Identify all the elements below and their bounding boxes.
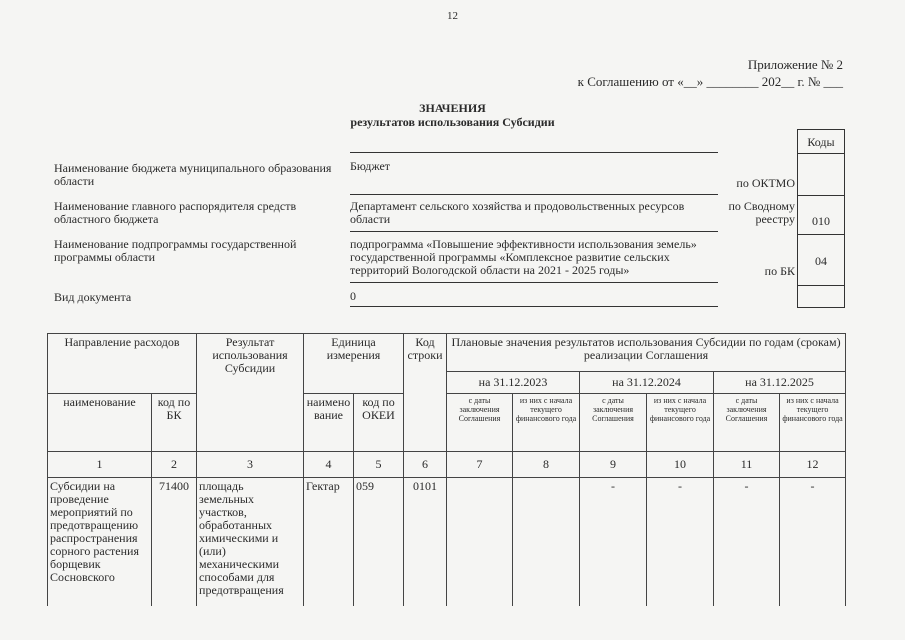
- col-number: 2: [152, 452, 197, 478]
- page-bottom: [0, 606, 905, 640]
- row-value-9: -: [580, 478, 647, 628]
- field-distributor-label: Наименование главного распорядителя средств областного бюджета: [54, 199, 297, 226]
- document-title: ЗНАЧЕНИЯ: [419, 101, 486, 115]
- header-year-2024: на 31.12.2024: [580, 372, 714, 394]
- header-year-2023: на 31.12.2023: [447, 372, 580, 394]
- col-number: 12: [780, 452, 846, 478]
- header-year-2025: на 31.12.2025: [714, 372, 846, 394]
- field-budget-label: Наименование бюджета муниципального образования области: [54, 161, 332, 188]
- col-number: 6: [404, 452, 447, 478]
- header-2023-from-date: с даты заключения Соглашения: [447, 394, 513, 452]
- row-result: площадь земельных участков, обработанных химическими и (или) механическими способами для предотвращения: [197, 478, 304, 628]
- header-name: наименование: [48, 394, 152, 452]
- header-2025-from-year: из них с начала текущего финансового года: [780, 394, 846, 452]
- annex-line-1: Приложение № 2: [747, 57, 843, 72]
- row-value-10: -: [647, 478, 714, 628]
- code-bk: 04: [815, 254, 827, 268]
- annex-header: [578, 56, 843, 90]
- field-bk-label: по БК: [764, 264, 795, 278]
- header-bk-code: код по БК: [152, 394, 197, 452]
- field-subprogram-label: Наименование подпрограммы государственной программы области: [54, 237, 297, 264]
- header-row-code: Код строки: [404, 334, 447, 452]
- row-value-12: -: [780, 478, 846, 628]
- header-result: Результат использования Субсидии: [197, 334, 304, 452]
- header-okei: код по ОКЕИ: [354, 394, 404, 452]
- header-2024-from-year: из них с начала текущего финансового года: [647, 394, 714, 452]
- header-unit: Единица измерения: [304, 334, 404, 394]
- codes-header: Коды: [807, 135, 835, 149]
- row-value-7: [447, 478, 513, 628]
- field-registry-label: по Сводному реестру: [728, 199, 795, 226]
- header-unit-name: наимено вание: [304, 394, 354, 452]
- row-okei: 059: [354, 478, 404, 628]
- col-number: 3: [197, 452, 304, 478]
- header-direction: Направление расходов: [48, 334, 197, 394]
- header-2023-from-year: из них с начала текущего финансового года: [513, 394, 580, 452]
- codes-box: [797, 129, 845, 308]
- table-row: [48, 478, 846, 628]
- field-subprogram-value: подпрограмма «Повышение эффективности использования земель» государственной программы «Комплексное развитие сельских территорий Вологодской области на 2021 - 2025 годы»: [350, 237, 697, 277]
- col-number: 5: [354, 452, 404, 478]
- row-bk-code: 71400: [152, 478, 197, 628]
- col-number: 9: [580, 452, 647, 478]
- col-number: 8: [513, 452, 580, 478]
- row-value-11: -: [714, 478, 780, 628]
- field-oktmo-label: по ОКТМО: [736, 176, 795, 190]
- field-distributor-value: Департамент сельского хозяйства и продовольственных ресурсов области: [350, 199, 685, 226]
- field-budget-value: Бюджет: [350, 159, 391, 173]
- field-doctype-label: Вид документа: [54, 290, 132, 304]
- col-number: 7: [447, 452, 513, 478]
- col-number: 11: [714, 452, 780, 478]
- field-doctype-value: 0: [350, 289, 356, 303]
- col-number: 4: [304, 452, 354, 478]
- row-value-8: [513, 478, 580, 628]
- header-2024-from-date: с даты заключения Соглашения: [580, 394, 647, 452]
- header-2025-from-date: с даты заключения Соглашения: [714, 394, 780, 452]
- row-code: 0101: [404, 478, 447, 628]
- col-number: 10: [647, 452, 714, 478]
- row-name: Субсидии на проведение мероприятий по предотвращению распространения сорного растения борщевик Сосновского: [48, 478, 152, 628]
- header-planned: Плановые значения результатов использования Субсидии по годам (срокам) реализации Соглашения: [447, 334, 846, 372]
- document-subtitle: результатов использования Субсидии: [350, 115, 555, 129]
- page-number: 12: [447, 10, 458, 22]
- row-unit: Гектар: [304, 478, 354, 628]
- col-number: 1: [48, 452, 152, 478]
- results-table: [47, 333, 846, 628]
- annex-line-2: к Соглашению от «__» ________ 202__ г. № ___: [577, 74, 843, 89]
- code-registry: 010: [812, 214, 830, 228]
